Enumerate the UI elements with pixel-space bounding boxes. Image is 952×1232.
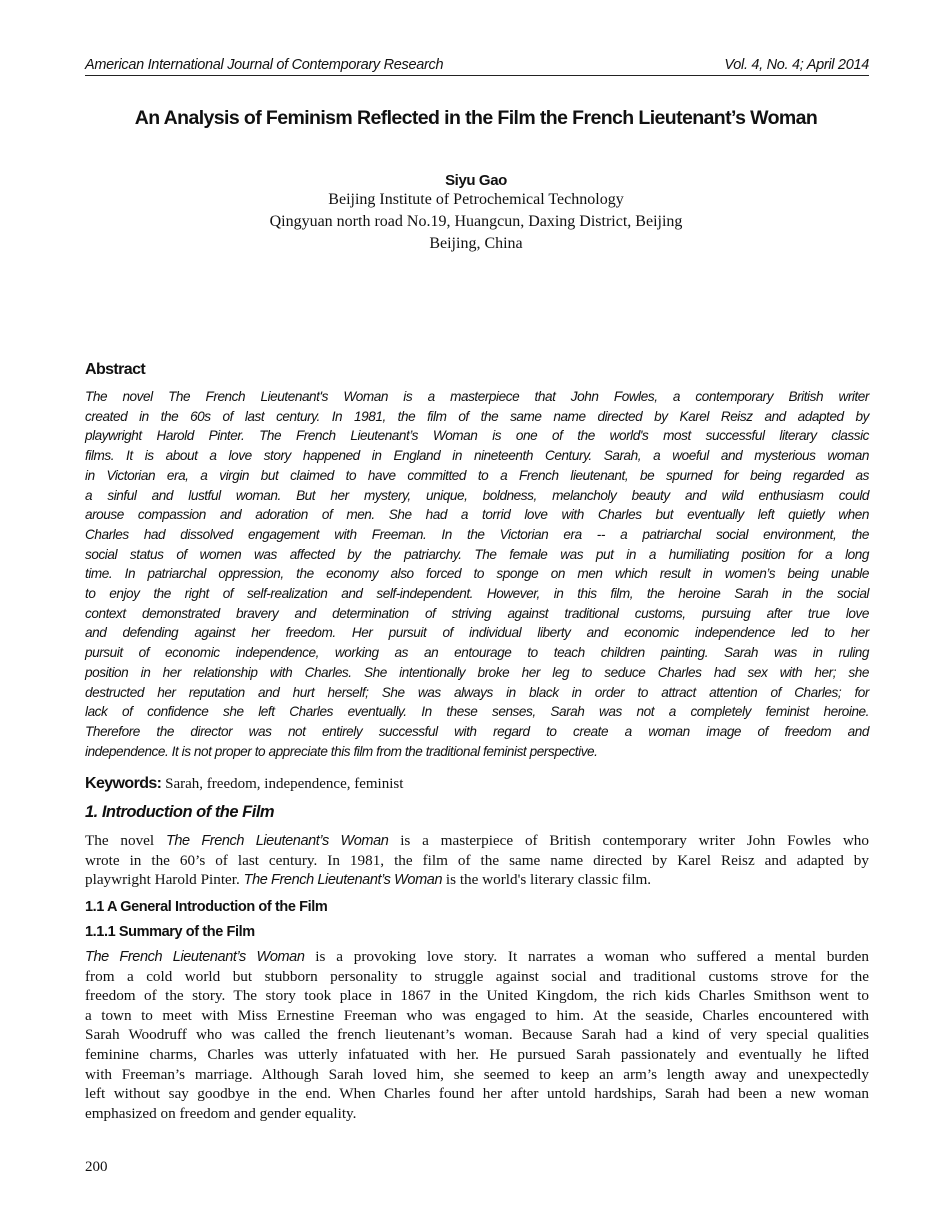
keywords-label: Keywords:: [85, 775, 162, 792]
text-line: and defending against her freedom. Her pursuit of individual liberty and economic independence led to her: [85, 625, 869, 641]
text-line: [85, 870, 869, 890]
text-line: to enjoy the right of self-realization and self-independent. However, in this film, the heroine Sarah in the social: [85, 586, 869, 602]
page-number: 200: [85, 1159, 108, 1175]
text-line: Charles had dissolved engagement with Freeman. In the Victorian era -- a patriarchal social environment, the: [85, 526, 869, 542]
text-segment: wrote in the 60’s of last century. In 1981, the film of the same name directed by Karel Reisz and adapted by: [85, 851, 869, 869]
text-line: [85, 851, 869, 871]
text-segment: emphasized on freedom and gender equality.: [85, 1104, 357, 1122]
author-address: Qingyuan north road No.19, Huangcun, Daxing District, Beijing: [269, 213, 683, 230]
text-line: The novel The French Lieutenant's Woman is a masterpiece that John Fowles, a contemporary British writer: [85, 389, 869, 404]
text-segment: Sarah Woodruff who was called the french lieutenant’s woman. Because Sarah had a kind of very special qualities: [85, 1026, 869, 1044]
summary-paragraph: [85, 947, 869, 1123]
text-segment: from a cold world but stubborn personality to struggle against social and traditional customs strove for the: [85, 967, 869, 985]
text-line: independence. It is not proper to appreciate this film from the traditional feminist perspective.: [85, 743, 598, 759]
film-title-italic: The French Lieutenant’s Woman: [85, 949, 305, 965]
abstract-text: [85, 387, 869, 761]
text-line: films. It is about a love story happened in England in nineteenth Century. Sarah, a woeful and mysterious woman: [85, 448, 869, 464]
author-country: Beijing, China: [429, 235, 523, 252]
text-segment: left without say goodbye in the end. When Charles found her after untold hardships, Sarah had been a new woman: [85, 1085, 869, 1103]
text-line: in Victorian era, a virgin but claimed to have committed to a French lieutenant, be spurned for being regarded as: [85, 467, 869, 483]
text-line: time. In patriarchal oppression, the economy also forced to sponge on men which result in women’s being unable: [85, 566, 869, 582]
text-line: a sinful and lustful woman. But her mystery, unique, boldness, melancholy beauty and wild enthusiasm could: [85, 487, 869, 503]
subsection-heading: 1.1 A General Introduction of the Film: [85, 899, 328, 915]
text-line: [85, 1065, 869, 1085]
text-line: [85, 986, 869, 1006]
text-segment: a town to meet with Miss Ernestine Freeman who was engaged to him. At the seaside, Charles encountered with: [85, 1006, 869, 1024]
text-segment: is a masterpiece of British contemporary writer John Fowles who: [388, 832, 869, 849]
text-line: [85, 947, 869, 967]
section-heading: 1. Introduction of the Film: [85, 803, 275, 821]
text-segment: freedom of the story. The story took place in 1867 in the United Kingdom, the rich kids Charles Smithson went to: [85, 987, 869, 1005]
text-segment: playwright Harold Pinter.: [85, 871, 244, 889]
text-line: [85, 1104, 869, 1124]
text-line: arouse compassion and adoration of men. She had a torrid love with Charles but eventually left quietly when: [85, 507, 869, 523]
keywords: [85, 774, 403, 794]
text-line: created in the 60s of last century. In 1981, the film of the same name directed by Karel Reisz and adapted by: [85, 408, 869, 424]
film-title-italic: The French Lieutenant’s Woman: [243, 872, 443, 889]
text-line: [85, 1006, 869, 1026]
section-paragraph: [85, 831, 869, 890]
text-line: lack of confidence she left Charles eventually. In these senses, Sarah was not a completely feminist heroine.: [85, 704, 869, 720]
text-line: [85, 831, 869, 851]
subsubsection-heading: 1.1.1 Summary of the Film: [85, 924, 255, 940]
text-line: position in her relationship with Charles. She intentionally broke her leg to seduce Charles had sex with her; she: [85, 664, 869, 680]
text-line: [85, 1045, 869, 1065]
journal-name: American International Journal of Contemporary Research: [85, 57, 444, 73]
film-title-italic: The French Lieutenant’s Woman: [165, 833, 389, 849]
text-line: [85, 967, 869, 987]
text-line: context demonstrated bravery and determination of striving against traditional customs, pursuing after true love: [85, 605, 869, 621]
text-line: social status of women was affected by the patriarchy. The female was put in a humiliating position for a long: [85, 546, 869, 562]
issue-info: Vol. 4, No. 4; April 2014: [724, 57, 869, 73]
text-line: destructed her reputation and hurt herself; She was always in black in order to attract attention of Charles; for: [85, 684, 869, 700]
text-line: Therefore the director was not entirely successful with regard to create a woman image of freedom and: [85, 723, 869, 739]
author-affiliation: Beijing Institute of Petrochemical Technology: [328, 191, 624, 208]
text-segment: is a provoking love story. It narrates a woman who suffered a mental burden: [304, 948, 869, 965]
text-segment: The novel: [85, 832, 166, 849]
text-segment: feminine charms, Charles was utterly infatuated with her. He pursued Sarah passionately and eventually he lifted: [85, 1045, 869, 1063]
text-segment: is the world's literary classic film.: [442, 871, 652, 889]
text-line: [85, 1084, 869, 1104]
author-name: Siyu Gao: [445, 172, 507, 189]
text-line: pursuit of economic independence, working as an entourage to teach children painting. Sarah was in ruling: [85, 645, 869, 661]
abstract-heading: Abstract: [85, 361, 146, 378]
running-header: [85, 57, 869, 76]
text-line: playwright Harold Pinter. The French Lieutenant’s Woman is one of the world's most successful literary classic: [85, 428, 869, 444]
paper-title: An Analysis of Feminism Reflected in the Film the French Lieutenant’s Woman: [134, 107, 818, 129]
author-block: [0, 172, 952, 255]
text-line: [85, 1025, 869, 1045]
text-segment: with Freeman’s marriage. Although Sarah loved him, she seemed to keep an arm’s length away and unexpectedly: [85, 1065, 869, 1083]
keywords-value: Sarah, freedom, independence, feminist: [165, 776, 404, 792]
